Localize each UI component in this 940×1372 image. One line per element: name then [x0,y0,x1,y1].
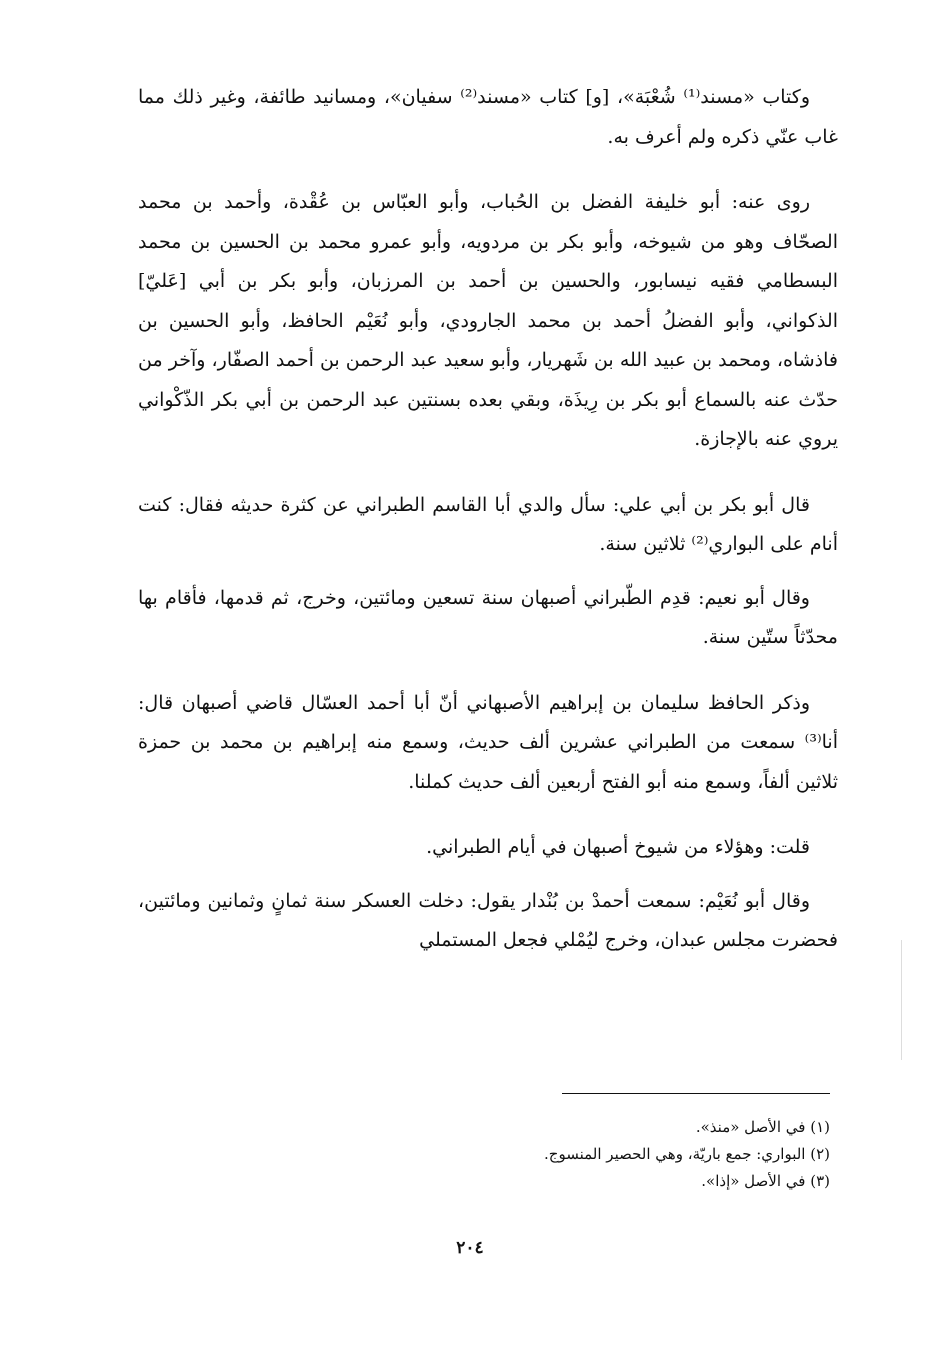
main-text [138,78,838,987]
page-number: ٢٠٤ [456,1238,484,1258]
footnote-divider [562,1093,830,1094]
paragraph-1: وكتاب «مسند⁽¹⁾ شُعْبَة»، [و] كتاب «مسند⁽²⁾ سفيان»، ومسانيد طائفة، وغير ذلك مما غاب عنّي ذكره ولم أعرف به. [138,86,838,148]
footnote-1: (١) في الأصل «منذ». [695,1118,830,1136]
paragraph-3: قال أبو بكر بن أبي علي: سأل والدي أبا القاسم الطبراني عن كثرة حديثه فقال: كنت أنام على البواري⁽²⁾ ثلاثين سنة. [138,493,838,555]
paragraph-4: وقال أبو نعيم: قدِم الطّبراني أصبهان سنة تسعين ومائتين، وخرج، ثم قدمها، فأقام بها محدّثاً ستّين سنة. [138,586,838,648]
footnote-3: (٣) في الأصل «إذا». [701,1172,830,1190]
footnotes [330,1114,830,1195]
paragraph-6: قلت: وهؤلاء من شيوخ أصبهان في أيام الطبراني. [426,836,810,858]
footnote-2: (٢) البواري: جمع باريّة، وهي الحصير المنسوج. [544,1145,830,1163]
paragraph-5: وذكر الحافظ سليمان بن إبراهيم الأصبهاني أنّ أبا أحمد العسّال قاضي أصبهان قال: أنا⁽³⁾ سمعت من الطبراني عشرين ألف حديث، وسمع منه إبراهيم بن محمد بن حمزة ثلاثين ألفاً، وسمع منه أبو الفتح أربعين ألف حديث كملنا. [138,691,838,793]
scan-edge-mark [901,940,902,1060]
paragraph-2: روى عنه: أبو خليفة الفضل بن الحُباب، وأبو العبّاس بن عُقْدة، وأحمد بن محمد الصحّاف وهو من شيوخه، وأبو بكر بن مردويه، وأبو عمرو محمد بن الحسين بن محمد البسطامي فقيه نيسابور، والحسين بن أحمد بن المرزبان، وأبو بكر بن أبي [عَليّ] الذكواني، وأبو الفضلُ أحمد بن محمد الجارودي، وأبو نُعَيْم الحافظ، وأبو الحسين بن فاذشاه، ومحمد بن عبيد الله بن شَهريار، وأبو سعيد عبد الرحمن بن أحمد الصفّار، وآخر من حدّث عنه بالسماع أبو بكر بن رِيذَة، وبقي بعده بسنتين عبد الرحمن بن أبي بكر الذّكْواني يروي عنه بالإجازة. [138,191,838,450]
paragraph-7: وقال أبو نُعَيْم: سمعت أحمدْ بن بُنْدار يقول: دخلت العسكر سنة ثمانٍ وثمانين ومائتين، فحضرت مجلس عبدان، وخرج ليُمْلي فجعل المستملي [138,889,838,951]
